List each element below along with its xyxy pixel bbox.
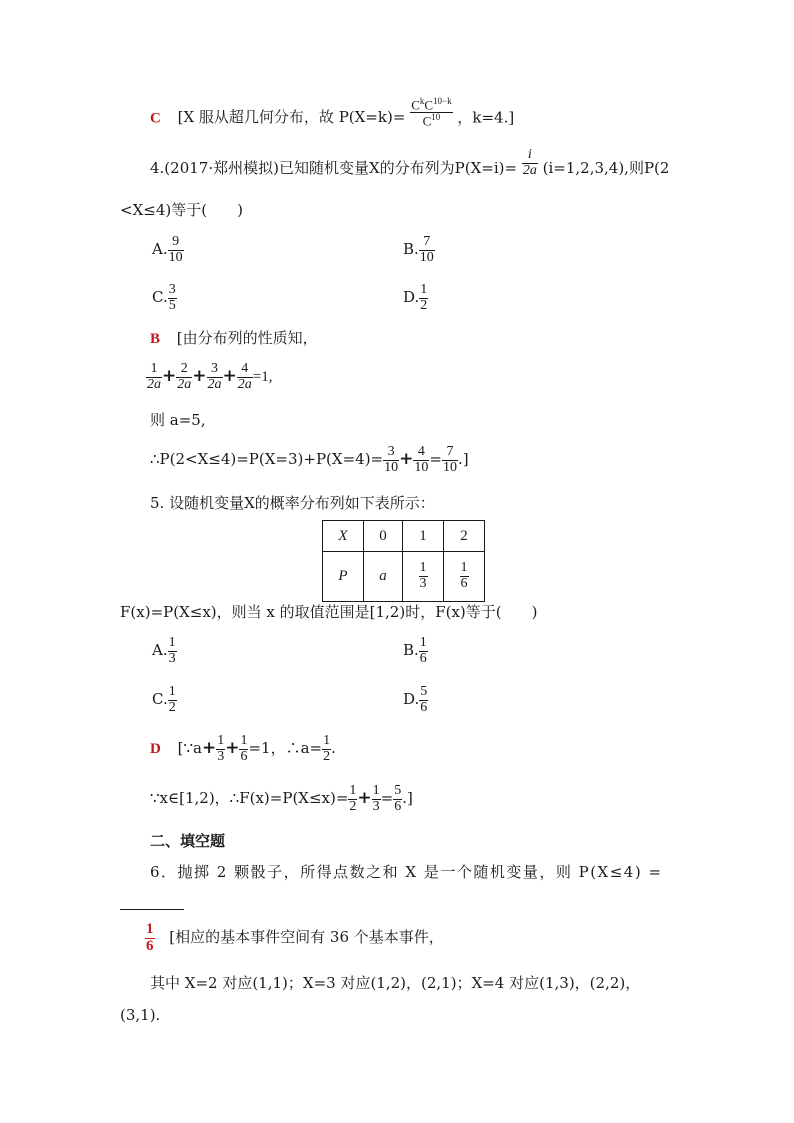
q4-stem-line2: <X≤4)等于( ): [120, 201, 243, 219]
q4-stem-tail: (i=1,2,3,4),则P(2: [542, 159, 670, 178]
distribution-table: [322, 520, 485, 602]
q3-hypergeometric-fraction: $\frac{C^kC^{10-k}}{C^{10}}$: [411, 96, 452, 129]
q4-final-equation: ∴P(2<X≤4)=P(X=3)+P(X=4)= $\frac{3}{10}$ + $\frac{4}{10}$ = $\frac{7}{10}$ .]: [150, 444, 469, 475]
q5-answer-line2: ∵x∈[1,2)，∴F(x)=P(X≤x)= $\frac{1}{2}$ + $\frac{1}{3}$ = $\frac{5}{6}$ .]: [150, 783, 413, 814]
q6-answer-fraction: $\frac{1}{6}$: [146, 921, 154, 954]
table-cell: 0: [364, 521, 403, 552]
table-cell: X: [323, 521, 364, 552]
q4-option-a: A. $\frac{9}{10}$: [152, 234, 183, 265]
q4-sum-equation: $\frac{1}{2a}$ + $\frac{2}{2a}$ + $\frac{3}{2a}$ + $\frac{4}{2a}$ =1,: [147, 361, 273, 392]
q5-option-c: C. $\frac{1}{2}$: [152, 684, 176, 715]
q5-stem: 5. 设随机变量X的概率分布列如下表所示：: [150, 494, 435, 512]
q4-stem-text: 4.(2017·郑州模拟)已知随机变量X的分布列为P(X=i)=: [150, 159, 518, 178]
q5-answer-letter: D: [150, 741, 161, 758]
q5-option-d: D. $\frac{5}{6}$: [403, 684, 428, 715]
q6-stem: 6．抛掷 2 颗骰子，所得点数之和 X 是一个随机变量，则 P(X≤4) =: [150, 863, 663, 881]
q4-answer-intro: [由分布列的性质知，: [176, 329, 318, 347]
q3-answer-tail: ，k=4.]: [457, 108, 515, 127]
q3-answer-line: [150, 96, 515, 129]
table-cell: a: [364, 552, 403, 602]
section-heading: 二、填空题: [150, 832, 226, 850]
q6-answer-text: [相应的基本事件空间有 36 个基本事件，: [169, 928, 444, 947]
q5-answer-line1: D [∵a+ $\frac{1}{3}$ + $\frac{1}{6}$ =1，∴a= $\frac{1}{2}$ .: [150, 733, 336, 764]
q5-option-b: B. $\frac{1}{6}$: [403, 635, 427, 666]
q6-answer-line1: [145, 922, 444, 955]
table-cell: $\frac{1}{6}$: [444, 552, 485, 602]
q5-stem2: F(x)=P(X≤x)，则当 x 的取值范围是[1,2)时，F(x)等于( ): [120, 603, 538, 621]
q4-a-value: 则 a=5,: [150, 411, 206, 429]
q6-answer-line3: (3,1).: [120, 1006, 161, 1024]
q4-answer-letter: B: [150, 331, 161, 347]
q6-answer-line2: 其中 X=2 对应(1,1)；X=3 对应(1,2)，(2,1)；X=4 对应(1,3)，(2,2)，: [150, 974, 641, 992]
q3-answer-letter: C: [150, 110, 161, 127]
table-cell: P: [323, 552, 364, 602]
q3-answer-text: [X 服从超几何分布，故 P(X=k)=: [177, 108, 406, 127]
table-cell: 1: [403, 521, 444, 552]
q4-option-b: B. $\frac{7}{10}$: [403, 234, 434, 265]
table-cell: $\frac{1}{3}$: [403, 552, 444, 602]
q5-option-a: A. $\frac{1}{3}$: [152, 635, 176, 666]
q4-answer-line: [150, 331, 318, 347]
q4-option-d: D. $\frac{1}{2}$: [403, 282, 428, 313]
answer-blank-line: [120, 909, 184, 910]
table-row: [323, 552, 485, 602]
q4-stem-line1: [150, 147, 670, 178]
table-row: [323, 521, 485, 552]
table-cell: 2: [444, 521, 485, 552]
q4-stem-fraction: $\frac{i}{2a}$: [522, 147, 537, 178]
q4-option-c: C. $\frac{3}{5}$: [152, 282, 176, 313]
